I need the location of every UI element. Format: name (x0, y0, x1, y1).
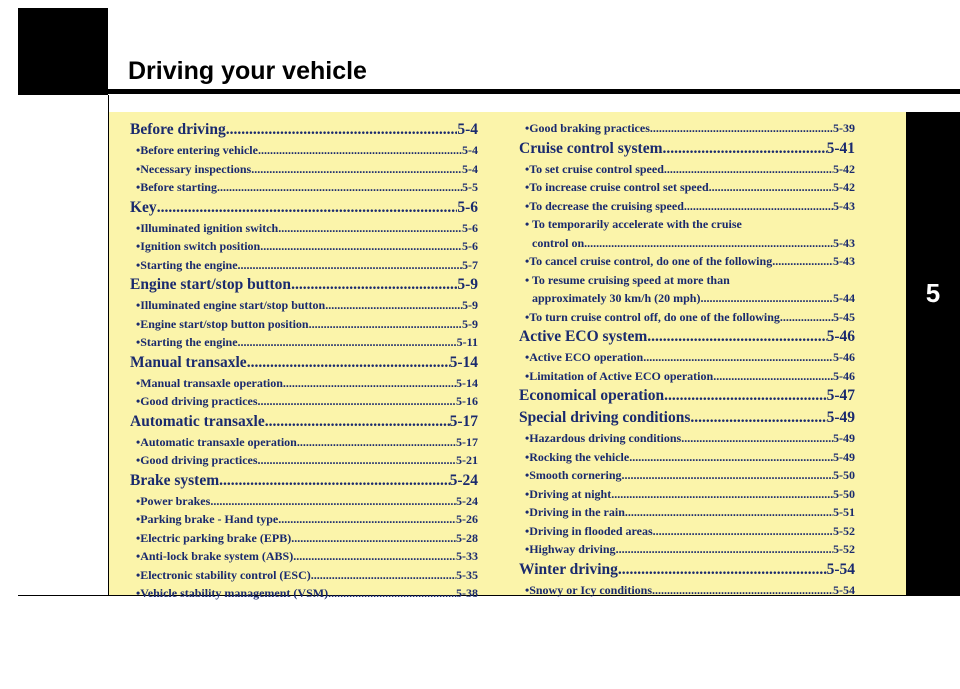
toc-item[interactable] (519, 348, 855, 367)
toc-item-label: To increase cruise control set speed (529, 180, 709, 194)
toc-item-label: control on (532, 235, 585, 250)
leader-dots (219, 470, 449, 492)
toc-item[interactable] (519, 119, 855, 138)
toc-item[interactable] (130, 492, 478, 511)
chapter-number[interactable]: 5 (906, 266, 960, 320)
bullet-icon: • (525, 350, 530, 364)
toc-page-number: 5-41 (826, 139, 855, 157)
leader-dots (325, 296, 462, 315)
toc-page-number: 5-54 (833, 582, 855, 597)
toc-page-number: 5-16 (456, 394, 478, 408)
leader-dots (309, 315, 462, 334)
toc-item[interactable] (130, 374, 478, 393)
toc-item-label: Hazardous driving conditions (529, 431, 682, 445)
toc-page-number: 5-49 (833, 449, 855, 464)
leader-dots (283, 374, 456, 393)
toc-item-continuation[interactable] (519, 289, 855, 308)
leader-dots (664, 160, 833, 179)
toc-page-number: 5-4 (462, 161, 478, 176)
toc-item-label: Good driving practices (140, 453, 258, 467)
leader-dots (584, 234, 833, 253)
leader-dots (260, 237, 462, 256)
bullet-icon: • (525, 217, 530, 231)
leader-dots (247, 352, 450, 374)
toc-item-label: Starting the engine (140, 257, 238, 272)
leader-dots (238, 333, 457, 352)
leader-dots (226, 119, 458, 141)
toc-page-number: 5-7 (462, 257, 478, 272)
leader-dots (653, 522, 833, 541)
toc-section-label: Engine start/stop button (130, 276, 292, 293)
chapter-corner-block (18, 8, 108, 95)
toc-item[interactable] (519, 466, 855, 485)
toc-item-label: Driving in flooded areas (529, 523, 653, 538)
bullet-icon: • (525, 582, 530, 597)
toc-page-number: 5-35 (456, 567, 478, 582)
leader-dots (684, 197, 833, 216)
leader-dots (278, 510, 456, 529)
leader-dots (709, 178, 833, 197)
toc-page-number: 5-43 (833, 198, 855, 213)
toc-item[interactable] (130, 547, 478, 566)
toc-item-label: Electronic stability control (ESC) (140, 567, 311, 582)
toc-page-number: 5-4 (462, 143, 478, 157)
leader-dots (618, 559, 827, 581)
bullet-icon: • (525, 505, 530, 519)
toc-item-label: Highway driving (529, 542, 616, 556)
bullet-icon: • (136, 512, 141, 526)
toc-item-label: Active ECO operation (529, 350, 644, 364)
bullet-icon: • (525, 254, 530, 268)
toc-item[interactable] (130, 529, 478, 548)
toc-page-number: 5-42 (833, 180, 855, 194)
toc-item-label: Ignition switch position (140, 239, 261, 253)
toc-page-number: 5-6 (462, 220, 478, 235)
toc-item[interactable] (519, 503, 855, 522)
toc-item-label: To decrease the cruising speed (529, 198, 684, 213)
leader-dots (278, 219, 462, 238)
toc-section[interactable] (519, 385, 855, 407)
toc-page-number: 5-9 (462, 316, 478, 331)
toc-page-number: 5-46 (826, 328, 855, 345)
toc-item[interactable] (130, 219, 478, 238)
toc-item[interactable] (130, 256, 478, 275)
toc-page-number: 5-26 (456, 512, 478, 526)
bullet-icon: • (525, 368, 530, 383)
toc-page-number: 5-49 (826, 409, 855, 426)
bullet-icon: • (136, 567, 141, 582)
toc-page-number: 5-17 (449, 412, 478, 430)
toc-item-label: Parking brake - Hand type (140, 512, 279, 526)
leader-dots (629, 448, 833, 467)
bullet-icon: • (525, 121, 530, 135)
bullet-icon: • (136, 257, 141, 272)
toc-page-number: 5-24 (456, 493, 478, 508)
leader-dots (625, 503, 833, 522)
bullet-icon: • (525, 272, 530, 287)
toc-item-label: Rocking the vehicle (529, 449, 630, 464)
toc-item-label: Engine start/stop button position (140, 316, 309, 331)
bullet-icon: • (136, 493, 141, 508)
toc-page-number: 5-38 (456, 586, 478, 600)
toc-item-label: Snowy or Icy conditions (529, 582, 653, 597)
toc-page-number: 5-49 (833, 431, 855, 445)
bullet-icon: • (136, 394, 141, 408)
toc-item-label: Manual transaxle operation (140, 375, 283, 390)
toc-item[interactable] (130, 451, 478, 470)
leader-dots (258, 451, 456, 470)
toc-page-number: 5-43 (833, 235, 855, 250)
leader-dots (238, 256, 462, 275)
bullet-icon: • (136, 180, 141, 194)
toc-item-label: Good driving practices (140, 394, 258, 408)
toc-item-continuation[interactable] (519, 234, 855, 253)
toc-item-label: Starting the engine (140, 335, 238, 349)
toc-page-number: 5-5 (462, 180, 478, 194)
toc-item-label: Illuminated ignition switch (140, 220, 279, 235)
bullet-icon: • (525, 198, 530, 213)
bullet-icon: • (136, 434, 141, 449)
toc-page-number: 5-33 (456, 549, 478, 563)
leader-dots (664, 385, 826, 407)
leader-dots (291, 529, 456, 548)
toc-item-label: Driving in the rain (529, 505, 625, 519)
toc-item[interactable] (130, 333, 478, 352)
toc-section-label: Active ECO system (519, 328, 648, 345)
toc-item-label: To turn cruise control off, do one of the following (529, 309, 780, 324)
leader-dots (297, 433, 456, 452)
leader-dots (217, 178, 462, 197)
toc-page-number: 5-46 (833, 368, 855, 383)
leader-dots (663, 138, 827, 160)
toc-item-label: To temporarily accelerate with the cruise (532, 217, 742, 231)
toc-page-number: 5-9 (462, 298, 478, 312)
bullet-icon: • (136, 220, 141, 235)
toc-item[interactable] (519, 522, 855, 541)
toc-section-label: Manual transaxle (130, 353, 247, 371)
bullet-icon: • (136, 586, 141, 600)
toc-item[interactable] (130, 584, 478, 603)
toc-item[interactable] (519, 178, 855, 197)
toc-section[interactable] (519, 138, 855, 160)
leader-dots (650, 119, 833, 138)
title-rule (108, 89, 960, 94)
toc-item-label: Illuminated engine start/stop button (140, 298, 326, 312)
toc-item-label: Limitation of Active ECO operation (529, 368, 714, 383)
toc-page-number: 5-43 (833, 254, 855, 268)
bullet-icon: • (525, 486, 530, 501)
leader-dots (652, 581, 833, 600)
toc-item[interactable] (519, 215, 855, 234)
toc-section-label: Brake system (130, 471, 220, 489)
toc-item[interactable] (519, 367, 855, 386)
toc-page-number: 5-42 (833, 161, 855, 176)
toc-section[interactable] (519, 326, 855, 348)
toc-item[interactable] (130, 510, 478, 529)
toc-item-label: Before entering vehicle (140, 143, 258, 157)
toc-section[interactable] (130, 470, 478, 492)
bullet-icon: • (525, 468, 530, 482)
toc-page-number: 5-14 (456, 375, 478, 390)
toc-item[interactable] (130, 160, 478, 179)
toc-page-number: 5-47 (826, 387, 855, 404)
leader-dots (647, 326, 826, 348)
toc-item[interactable] (130, 141, 478, 160)
toc-section[interactable] (519, 407, 855, 429)
toc-page-number: 5-45 (833, 309, 855, 324)
toc-page-number: 5-44 (833, 291, 855, 305)
toc-item[interactable] (519, 308, 855, 327)
toc-page-number: 5-52 (833, 542, 855, 556)
toc-section-label: Key (130, 198, 157, 216)
page-title: Driving your vehicle (128, 57, 367, 85)
toc-page-number: 5-54 (826, 560, 855, 578)
toc-item[interactable] (519, 271, 855, 290)
bullet-icon: • (525, 523, 530, 538)
bullet-icon: • (136, 239, 141, 253)
leader-dots (293, 547, 456, 566)
toc-item[interactable] (519, 540, 855, 559)
bullet-icon: • (136, 335, 141, 349)
leader-dots (611, 485, 833, 504)
leader-dots (643, 348, 833, 367)
bullet-icon: • (136, 143, 141, 157)
leader-dots (328, 584, 456, 603)
bullet-icon: • (525, 161, 530, 176)
toc-page-number: 5-39 (833, 121, 855, 135)
toc-page-number: 5-24 (449, 471, 478, 489)
leader-dots (700, 289, 833, 308)
toc-item-label: Driving at night (529, 486, 612, 501)
toc-page-number: 5-50 (833, 468, 855, 482)
toc-item[interactable] (519, 252, 855, 271)
toc-section-label: Cruise control system (519, 139, 663, 157)
toc-item-label: Power brakes (140, 493, 211, 508)
toc-page-number: 5-4 (457, 121, 478, 138)
bullet-icon: • (525, 449, 530, 464)
chapter-tab[interactable] (906, 112, 960, 595)
toc-page-number: 5-52 (833, 523, 855, 538)
toc-item-label: Before starting (140, 180, 217, 194)
bullet-icon: • (136, 530, 141, 545)
toc-page-number: 5-21 (456, 453, 478, 467)
leader-dots (616, 540, 833, 559)
leader-dots (291, 274, 457, 296)
toc-page-number: 5-46 (833, 350, 855, 364)
toc-section[interactable] (130, 119, 478, 141)
toc-item-label: To resume cruising speed at more than (532, 272, 730, 287)
toc-left-column (130, 119, 478, 603)
toc-page-number: 5-6 (457, 198, 478, 216)
toc-item[interactable] (130, 315, 478, 334)
toc-item-label: Electric parking brake (EPB) (140, 530, 292, 545)
toc-item[interactable] (519, 429, 855, 448)
toc-item[interactable] (130, 237, 478, 256)
toc-section-label: Before driving (130, 121, 226, 138)
toc-item-label: Good braking practices (529, 121, 650, 135)
leader-dots (265, 411, 450, 433)
toc-item-label: Smooth cornering (529, 468, 622, 482)
toc-item-label: Vehicle stability management (VSM) (140, 586, 329, 600)
leader-dots (622, 466, 833, 485)
bullet-icon: • (136, 549, 141, 563)
toc-item[interactable] (130, 296, 478, 315)
toc-right-column (519, 119, 855, 599)
toc-section[interactable] (130, 197, 478, 219)
toc-item-label: Automatic transaxle operation (140, 434, 297, 449)
leader-dots (690, 407, 826, 429)
bullet-icon: • (525, 431, 530, 445)
toc-item[interactable] (130, 433, 478, 452)
toc-section-label: Automatic transaxle (130, 412, 265, 430)
toc-item-label: Anti-lock brake system (ABS) (140, 549, 294, 563)
toc-item[interactable] (130, 392, 478, 411)
bullet-icon: • (136, 298, 141, 312)
toc-page-number: 5-51 (833, 505, 855, 519)
toc-section[interactable] (130, 274, 478, 296)
toc-item[interactable] (130, 178, 478, 197)
toc-section-label: Economical operation (519, 387, 665, 404)
toc-page-number: 5-28 (456, 530, 478, 545)
toc-item-label: approximately 30 km/h (20 mph) (532, 291, 701, 305)
leader-dots (772, 252, 833, 271)
leader-dots (258, 392, 456, 411)
toc-item-label: To cancel cruise control, do one of the following (529, 254, 773, 268)
toc-page-number: 5-50 (833, 486, 855, 501)
leader-dots (311, 566, 456, 585)
toc-page-number: 5-14 (449, 353, 478, 371)
toc-page-number: 5-6 (462, 239, 478, 253)
toc-item[interactable] (130, 566, 478, 585)
bullet-icon: • (136, 453, 141, 467)
toc-item[interactable] (519, 485, 855, 504)
bullet-icon: • (136, 161, 141, 176)
leader-dots (713, 367, 833, 386)
bullet-icon: • (136, 375, 141, 390)
toc-section-label: Winter driving (519, 560, 618, 578)
leader-dots (210, 492, 456, 511)
bullet-icon: • (525, 542, 530, 556)
toc-page-number: 5-11 (456, 335, 478, 349)
bullet-icon: • (136, 316, 141, 331)
bullet-icon: • (525, 180, 530, 194)
toc-section[interactable] (130, 411, 478, 433)
bullet-icon: • (525, 309, 530, 324)
toc-item-label: Necessary inspections (140, 161, 252, 176)
toc-section[interactable] (519, 559, 855, 581)
leader-dots (780, 308, 833, 327)
toc-item-label: To set cruise control speed (529, 161, 664, 176)
toc-section-label: Special driving conditions (519, 409, 691, 426)
leader-dots (157, 197, 458, 219)
toc-page-number: 5-17 (456, 434, 478, 449)
leader-dots (251, 160, 462, 179)
leader-dots (681, 429, 833, 448)
toc-item[interactable] (519, 581, 855, 600)
toc-page-number: 5-9 (457, 276, 478, 293)
toc-item[interactable] (519, 160, 855, 179)
toc-item[interactable] (519, 448, 855, 467)
toc-section[interactable] (130, 352, 478, 374)
toc-item[interactable] (519, 197, 855, 216)
leader-dots (258, 141, 462, 160)
